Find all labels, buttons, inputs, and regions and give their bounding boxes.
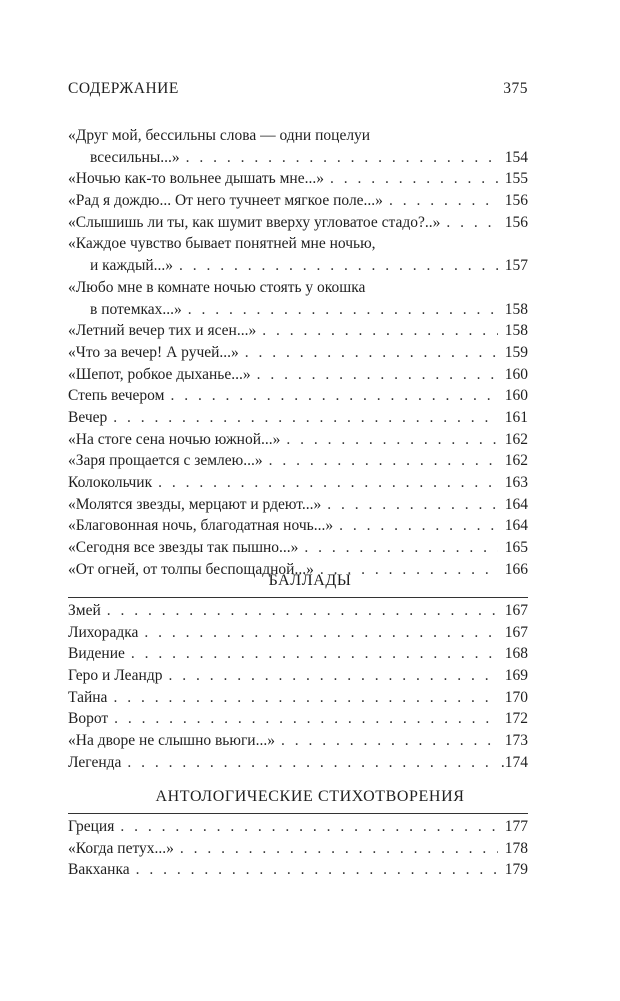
entry-title: «От огней, от толпы беспощадной...» (68, 560, 314, 578)
entry-page: 164 (504, 495, 528, 513)
entry-page: 157 (504, 257, 528, 275)
entry-title: Геро и Леандр (68, 667, 163, 685)
entry-page: 159 (504, 343, 528, 361)
toc-entry (68, 364, 528, 386)
toc-entry (68, 537, 528, 559)
toc-entry (68, 622, 528, 644)
running-head (68, 80, 528, 98)
entry-page: 162 (504, 452, 528, 470)
leader-dots (286, 429, 498, 451)
entry-page: 178 (504, 839, 528, 857)
leader-dots (262, 320, 498, 342)
leader-dots (114, 708, 498, 730)
section-rule (68, 813, 528, 814)
leader-dots (327, 494, 498, 516)
toc-entry (68, 494, 528, 516)
toc-entry (68, 233, 528, 276)
entry-page: 160 (504, 365, 528, 383)
leader-dots (188, 299, 498, 321)
entry-title: Колокольчик (68, 474, 153, 492)
entry-page: 160 (504, 387, 528, 405)
entry-page: 179 (504, 861, 528, 879)
entry-page: 170 (504, 688, 528, 706)
page-number: 375 (503, 80, 528, 97)
toc-group-anthological (68, 816, 528, 881)
entry-page: 167 (504, 623, 528, 641)
toc-group-ballads (68, 600, 528, 774)
entry-title: Змей (68, 601, 101, 619)
toc-entry (68, 859, 528, 881)
leader-dots (113, 407, 498, 429)
leader-dots (245, 342, 498, 364)
entry-title: Вечер (68, 408, 108, 426)
leader-dots (169, 665, 499, 687)
toc-entry (68, 816, 528, 838)
section-title-ballads: БАЛЛАДЫ (268, 572, 352, 589)
leader-dots (179, 255, 498, 277)
entry-title: «Слышишь ли ты, как шумит вверху угловатое стадо?..» (68, 213, 441, 231)
toc-entry (68, 407, 528, 429)
leader-dots (281, 730, 498, 752)
leader-dots (144, 622, 498, 644)
entry-title: Степь вечером (68, 387, 165, 405)
entry-page: 165 (504, 539, 528, 557)
toc-entry (68, 450, 528, 472)
entry-title: «Любо мне в комнате ночью стоять у окошка (68, 278, 366, 296)
section-rule (68, 597, 528, 598)
entry-title: «Заря прощается с землею...» (68, 452, 263, 470)
entry-title: «Каждое чувство бывает понятней мне ночью, (68, 235, 376, 253)
toc-entry (68, 643, 528, 665)
leader-dots (107, 600, 498, 622)
toc-entry (68, 708, 528, 730)
entry-title: Греция (68, 817, 115, 835)
leader-dots (446, 212, 498, 234)
entry-page: 169 (504, 667, 528, 685)
toc-entry (68, 752, 528, 774)
entry-page: 158 (504, 300, 528, 318)
leader-dots (389, 190, 498, 212)
leader-dots (304, 537, 498, 559)
toc-entry (68, 515, 528, 537)
entry-page: 162 (504, 430, 528, 448)
entry-page: 155 (504, 170, 528, 188)
toc-entry (68, 687, 528, 709)
entry-title: «На дворе не слышно вьюги...» (68, 732, 275, 750)
leader-dots (170, 385, 498, 407)
leader-dots (113, 687, 498, 709)
entry-title: «Летний вечер тих и ясен...» (68, 322, 257, 340)
leader-dots (127, 752, 494, 774)
leader-dots (120, 816, 498, 838)
entry-page: 156 (504, 213, 528, 231)
entry-page: 164 (504, 517, 528, 535)
toc-entry (68, 212, 528, 234)
entry-title: «Благовонная ночь, благодатная ночь...» (68, 517, 334, 535)
toc-entry (68, 125, 528, 168)
toc-entry (68, 429, 528, 451)
entry-title: «Шепот, робкое дыханье...» (68, 365, 251, 383)
entry-title: «На стоге сена ночью южной...» (68, 430, 281, 448)
section-title-anthological: АНТОЛОГИЧЕСКИЕ СТИХОТВОРЕНИЯ (155, 788, 465, 805)
toc-entry (68, 600, 528, 622)
toc-group-lyrics (68, 125, 528, 580)
toc-entry (68, 342, 528, 364)
entry-page: 156 (504, 192, 528, 210)
leader-dots (339, 515, 498, 537)
entry-title: Вакханка (68, 861, 130, 879)
leader-dots (330, 168, 498, 190)
entry-title: «Сегодня все звезды так пышно...» (68, 539, 299, 557)
toc-entry (68, 320, 528, 342)
entry-title: Ворот (68, 710, 109, 728)
entry-page: 172 (504, 710, 528, 728)
entry-title: Видение (68, 645, 125, 663)
entry-page: 168 (504, 645, 528, 663)
entry-page: 158 (504, 322, 528, 340)
leader-dots (158, 472, 498, 494)
entry-title: «Друг мой, бессильны слова — одни поцелуи (68, 126, 371, 144)
toc-entry (68, 190, 528, 212)
entry-title: «Когда петух...» (68, 839, 174, 857)
entry-page: 166 (504, 560, 528, 578)
entry-page: 163 (504, 474, 528, 492)
entry-page: 167 (504, 601, 528, 619)
entry-page: 177 (504, 817, 528, 835)
leader-dots (257, 364, 498, 386)
entry-page: 154 (504, 148, 528, 166)
running-title: СОДЕРЖАНИЕ (68, 80, 179, 97)
toc-entry (68, 277, 528, 320)
entry-title: «Ночью как-то вольнее дышать мне...» (68, 170, 324, 188)
toc-entry (68, 168, 528, 190)
entry-title: «Что за вечер! А ручей...» (68, 343, 239, 361)
entry-title: Тайна (68, 688, 108, 706)
entry-title: «Рад я дождю... От него тучнеет мягкое поле...» (68, 192, 383, 210)
toc-entry (68, 838, 528, 860)
entry-title-cont: и каждый...» (90, 257, 174, 275)
leader-dots (269, 450, 498, 472)
toc-entry (68, 472, 528, 494)
leader-dots (131, 643, 498, 665)
entry-page: 161 (504, 408, 528, 426)
entry-title: Лихорадка (68, 623, 139, 641)
toc-entry (68, 665, 528, 687)
toc-entry (68, 385, 528, 407)
entry-title-cont: всесильны...» (90, 148, 180, 166)
toc-entry (68, 730, 528, 752)
entry-page: .174 (500, 753, 528, 771)
entry-title: «Молятся звезды, мерцают и рдеют...» (68, 495, 322, 513)
entry-page: 173 (504, 732, 528, 750)
entry-title: Легенда (68, 753, 122, 771)
leader-dots (180, 838, 498, 860)
leader-dots (186, 147, 498, 169)
leader-dots (136, 859, 498, 881)
entry-title-cont: в потемках...» (90, 300, 182, 318)
